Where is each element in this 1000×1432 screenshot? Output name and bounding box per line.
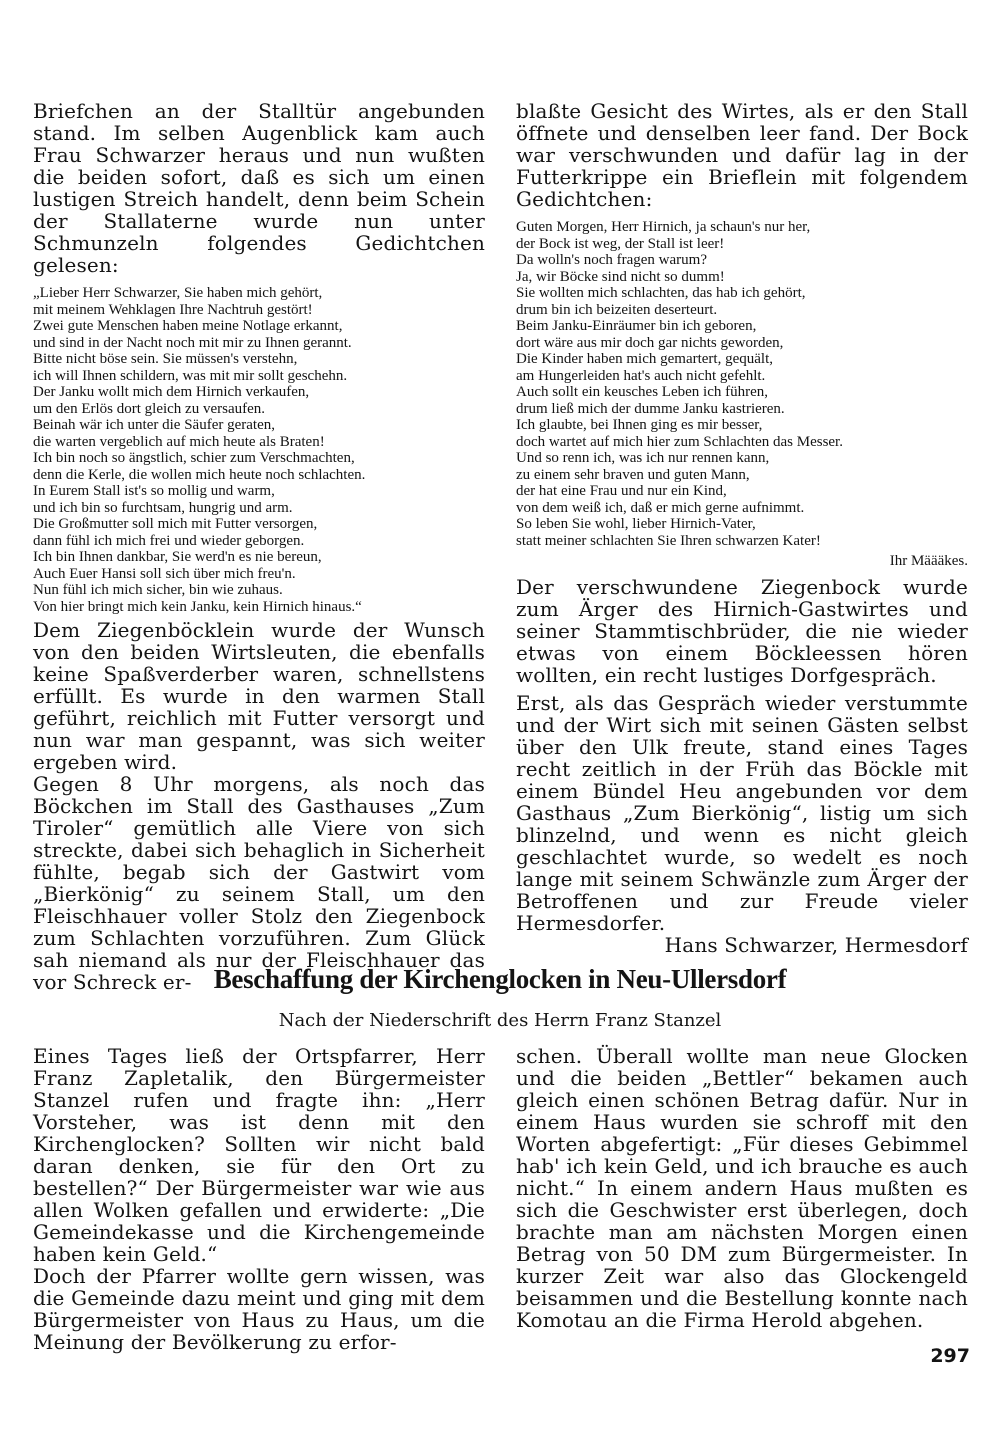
- article2-right-column: [516, 1045, 968, 1331]
- article2-left-column: [33, 1045, 485, 1353]
- poem-line: denn die Kerle, die wollen mich heute noch schlachten.: [33, 466, 366, 483]
- poem-line: In Eurem Stall ist's so mollig und warm,: [33, 483, 275, 499]
- poem-line: Die Großmutter soll mich mit Futter versorgen,: [33, 516, 318, 532]
- paragraph: Dem Ziegenböcklein wurde der Wunsch von den beiden Wirtsleuten, die ebenfalls keine Spaßverderber waren, schnellstens erfüllt. Es wurde in den warmen Stall geführt, reichlich mit Futter versorgt und nun war man gespannt, was sich weiter ergeben wird.: [33, 618, 485, 774]
- poem-line: doch wartet auf mich hier zum Schlachten das Messer.: [516, 433, 843, 450]
- paragraph: blaßte Gesicht des Wirtes, als er den Stall öffnete und denselben leer fand. Der Bock war verschwunden und dafür lag in der Futterkrippe ein Brieflein mit folgendem Gedichtchen:: [516, 99, 968, 211]
- author-credit: Hans Schwarzer, Hermesdorf: [664, 933, 968, 957]
- poem-guten-morgen: [516, 219, 968, 549]
- poem-line: statt meiner schlachten Sie Ihren schwarzen Kater!: [516, 532, 821, 549]
- poem-line: mit meinem Wehklagen Ihre Nachtruh gestört!: [33, 301, 313, 318]
- poem-line: drum ließ mich der dumme Janku kastrieren.: [516, 400, 785, 417]
- poem-line: Ich glaubte, bei Ihnen ging es mir besser,: [516, 417, 763, 433]
- poem-line: um den Erlös dort gleich zu versaufen.: [33, 400, 266, 417]
- poem-line: Auch Euer Hansi soll sich über mich freu'n.: [33, 565, 296, 582]
- paragraph: schen. Überall wollte man neue Glocken und die beiden „Bettler“ bekamen auch gleich einen schönen Betrag dafür. Nur in einem Haus wurden sie schroff mit den Worten abgefertigt: „Für dieses Gebimmel hab' ich kein Geld, und ich brauche es auch nicht.“ In einem andern Haus mußten es sich die Geschwister erst überlegen, doch brachte man am nächsten Morgen einen Betrag von 50 DM zum Bürgermeister. In kurzer Zeit war also das Glockengeld beisammen und die Bestellung konnte nach Komotau an die Firma Herold abgehen.: [516, 1044, 968, 1332]
- poem-line: Guten Morgen, Herr Hirnich, ja schaun's nur her,: [516, 219, 811, 235]
- poem-line: der Bock ist weg, der Stall ist leer!: [516, 235, 725, 252]
- poem-line: die warten vergeblich auf mich heute als Braten!: [33, 433, 325, 450]
- poem-line: am Hungerleiden hat's auch nicht gefehlt.: [516, 367, 766, 384]
- article-title: Beschaffung der Kirchenglocken in Neu-Ullersdorf: [213, 964, 787, 994]
- right-column: [516, 100, 968, 956]
- article-subtitle: Nach der Niederschrift des Herrn Franz Stanzel: [278, 1010, 722, 1031]
- poem-line: dann fühl ich mich frei und wieder geborgen.: [33, 532, 305, 549]
- poem-line: Der Janku wollt mich dem Hirnich verkaufen,: [33, 384, 310, 400]
- poem-line: Auch sollt ein keusches Leben ich führen,: [516, 384, 769, 400]
- poem-line: Ich bin noch so ängstlich, schier zum Verschmachten,: [33, 450, 355, 466]
- poem-line: Und so renn ich, was ich nur rennen kann,: [516, 450, 770, 466]
- poem-line: Beim Janku-Einräumer bin ich geboren,: [516, 318, 757, 334]
- poem-line: Zwei gute Menschen haben meine Notlage erkannt,: [33, 318, 343, 334]
- paragraph: Erst, als das Gespräch wieder verstummte und der Wirt sich mit seinen Gästen selbst über den Ulk freute, stand eines Tages recht zeitlich in der Früh das Böckle mit einem Bündel Heu angebunden vor dem Gasthaus „Zum Bierkönig“, listig um sich blinzelnd, und wenn es nicht gleich geschlachtet wurde, so wedelt es noch lange mit seinem Schwänzle zum Ärger der Betroffenen und zur Freude vieler Hermesdorfer.: [516, 691, 968, 935]
- poem-signature: Ihr Määäkes.: [889, 553, 968, 569]
- poem-line: Sie wollten mich schlachten, das hab ich gehört,: [516, 285, 806, 301]
- poem-line: und sind in der Nacht noch mit mir zu Ihnen gerannt.: [33, 334, 352, 351]
- poem-line: ich will Ihnen schildern, was mit mir sollt geschehn.: [33, 367, 348, 384]
- poem-lieber-herr-schwarzer: [33, 285, 485, 615]
- poem-line: der hat eine Frau und nur ein Kind,: [516, 483, 727, 499]
- poem-line: „Lieber Herr Schwarzer, Sie haben mich gehört,: [33, 285, 323, 301]
- page-number: 297: [930, 1345, 970, 1367]
- poem-line: und ich bin so furchtsam, hungrig und arm.: [33, 499, 293, 516]
- poem-line: Bitte nicht böse sein. Sie müssen's verstehn,: [33, 351, 298, 367]
- poem-line: Von hier bringt mich kein Janku, kein Hirnich hinaus.“: [33, 598, 362, 615]
- paragraph: Briefchen an der Stalltür angebunden stand. Im selben Augenblick kam auch Frau Schwarzer heraus und nun wußten die beiden sofort, daß es sich um einen lustigen Streich handelt, denn beim Schein der Stallaterne wurde nun unter Schmunzeln folgendes Gedichtchen gelesen:: [33, 99, 485, 277]
- poem-line: von dem weiß ich, daß er mich gerne aufnimmt.: [516, 499, 805, 516]
- poem-line: So leben Sie wohl, lieber Hirnich-Vater,: [516, 516, 756, 532]
- paragraph: Doch der Pfarrer wollte gern wissen, was die Gemeinde dazu meint und ging mit dem Bürgermeister von Haus zu Haus, um die Meinung der Bevölkerung zu erfor-: [33, 1264, 485, 1354]
- poem-line: Nun fühl ich mich sicher, bin wie zuhaus.: [33, 582, 283, 598]
- poem-line: dort wäre aus mir doch gar nichts geworden,: [516, 334, 784, 351]
- poem-line: zu einem sehr braven und guten Mann,: [516, 466, 750, 483]
- poem-line: Ja, wir Böcke sind nicht so dumm!: [516, 268, 725, 285]
- left-column: [33, 100, 485, 993]
- poem-line: Ich bin Ihnen dankbar, Sie werd'n es nie bereun,: [33, 549, 322, 565]
- paragraph: Gegen 8 Uhr morgens, als noch das Böckchen im Stall des Gasthauses „Zum Tiroler“ gemütlich alle Viere von sich streckte, dabei sich behaglich in Sicherheit fühlte, begab sich der Gastwirt vom „Bierkönig“ zu seinem Stall, um den Fleischhauer voller Stolz den Ziegenbock zum Schlachten vorzuführen. Zum Glück sah niemand als nur der Fleischhauer das vor Schreck er-: [33, 772, 485, 994]
- poem-line: Beinah wär ich unter die Säufer geraten,: [33, 417, 275, 433]
- paragraph: Der verschwundene Ziegenbock wurde zum Ärger des Hirnich-Gastwirtes und seiner Stammtischbrüder, die nie wieder etwas von einem Böckleessen hören wollten, ein recht lustiges Dorfgespräch.: [516, 575, 968, 687]
- paragraph: Eines Tages ließ der Ortspfarrer, Herr Franz Zapletalik, den Bürgermeister Stanzel rufen und fragte ihn: „Herr Vorsteher, was ist denn mit den Kirchenglocken? Sollten wir nicht bald daran denken, sie für den Ort zu bestellen?“ Der Bürgermeister war wie aus allen Wolken gefallen und erwiderte: „Die Gemeindekasse und die Kirchengemeinde haben kein Geld.“: [33, 1044, 485, 1266]
- poem-line: Da wolln's noch fragen warum?: [516, 252, 707, 268]
- poem-line: drum bin ich beizeiten deserteurt.: [516, 301, 718, 318]
- poem-line: Die Kinder haben mich gemartert, gequält,: [516, 351, 773, 367]
